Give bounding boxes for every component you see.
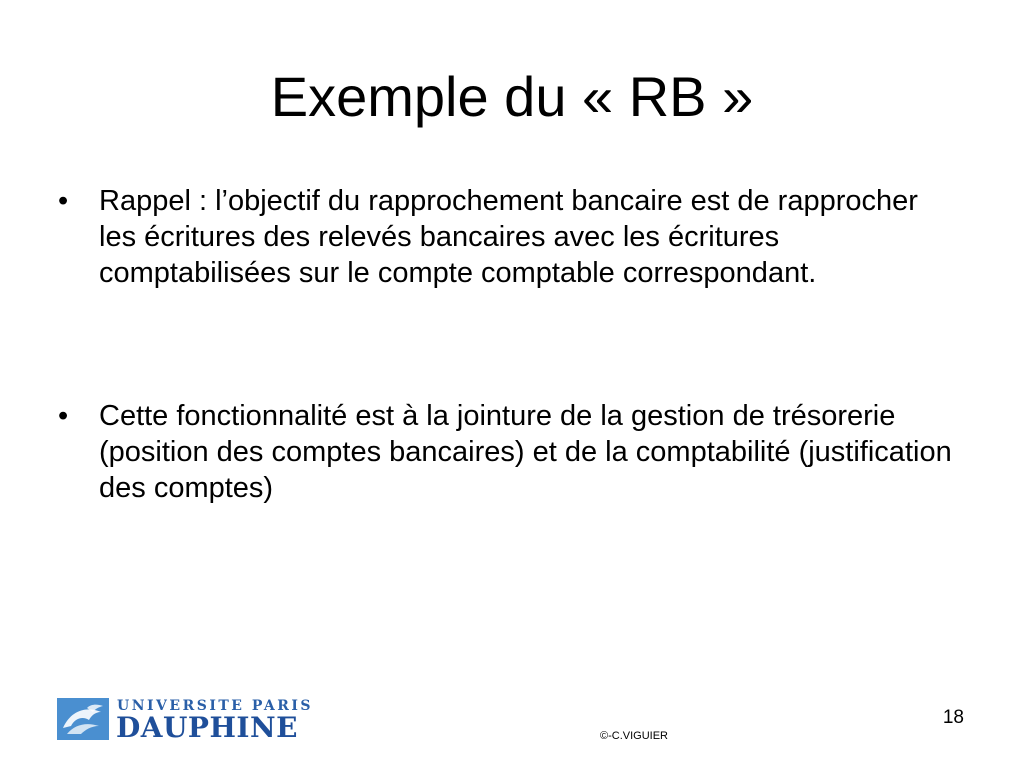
- slide-title: Exemple du « RB »: [270, 65, 754, 128]
- bullet-text: Rappel : l’objectif du rapprochement bancaire est de rapprocher les écritures des relevés bancaires avec les écritures comptabilisées sur le compte comptable correspondant.: [99, 185, 918, 289]
- bullet-list: [58, 183, 958, 506]
- bullet-text: Cette fonctionnalité est à la jointure de la gestion de trésorerie (position des comptes bancaires) et de la comptabilité (justification des comptes): [99, 400, 952, 504]
- bullet-item: [58, 183, 958, 291]
- dauphine-dolphin-logo-icon: [57, 698, 109, 740]
- bullet-marker: •: [58, 400, 69, 432]
- logo-text-top: UNIVERSITE PARIS: [117, 698, 314, 714]
- logo-text-main: DAUPHINE: [116, 711, 298, 744]
- bullet-marker: •: [58, 185, 69, 217]
- copyright-notice: ©-C.VIGUIER: [600, 730, 668, 742]
- bullet-item: [58, 398, 958, 506]
- page-number: 18: [942, 707, 964, 728]
- university-logo: [57, 694, 314, 744]
